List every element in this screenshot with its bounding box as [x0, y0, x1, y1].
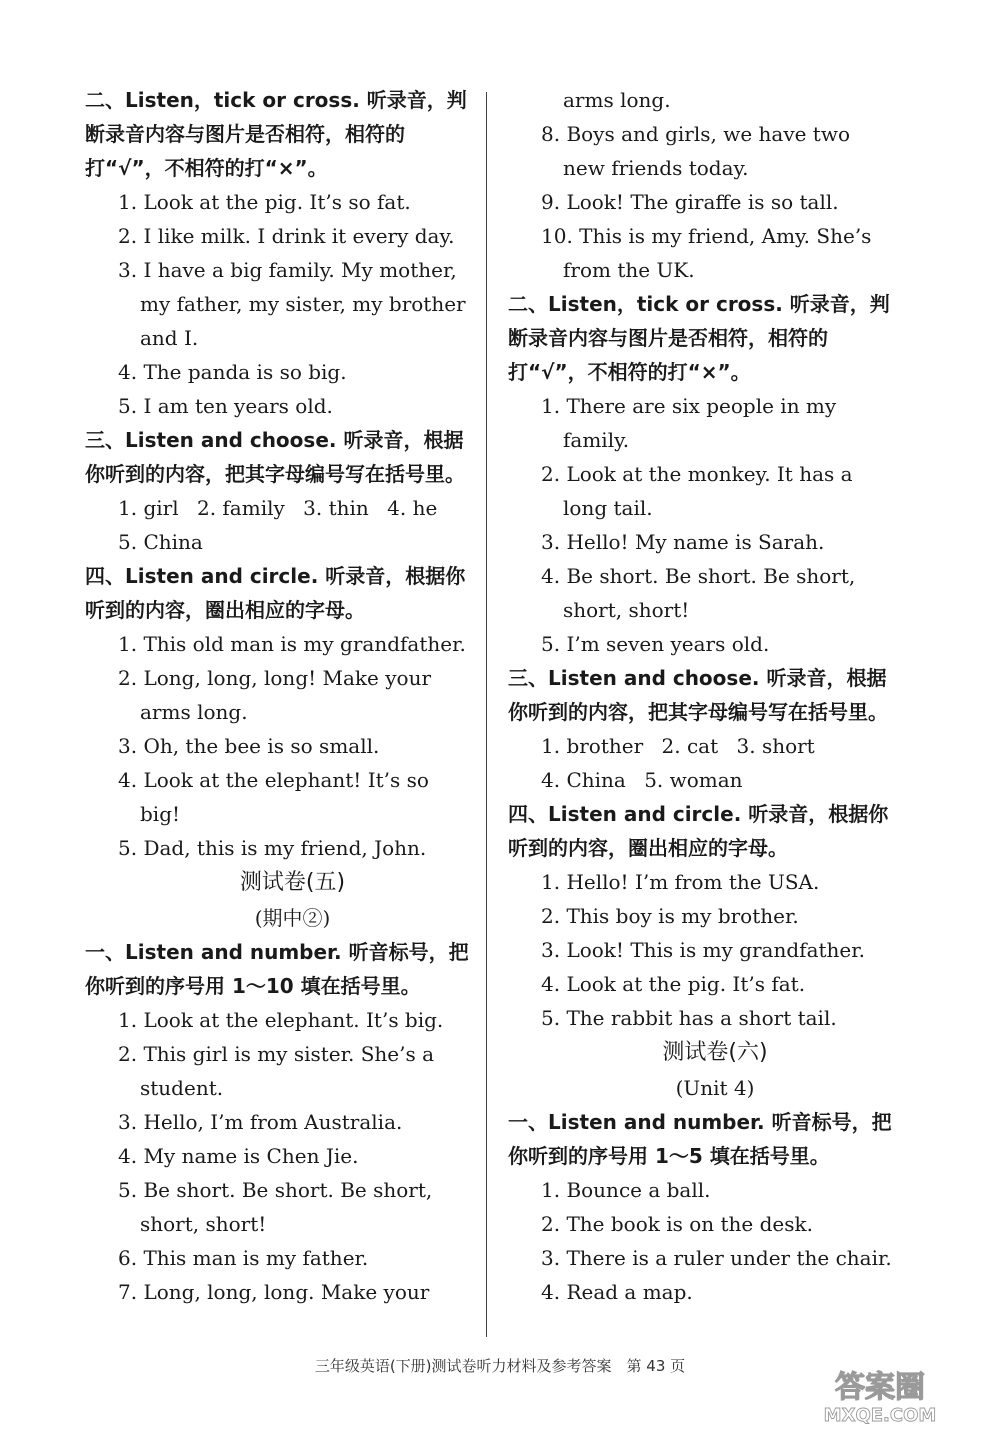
list-item: 1. Look at the elephant. It’s big.: [118, 1008, 444, 1032]
list-item: 3. Hello! My name is Sarah.: [541, 530, 825, 554]
item-list: [508, 389, 892, 661]
continued-line: arms long.: [563, 88, 671, 112]
word-item: 5. China: [118, 530, 203, 554]
word-item: 4. China: [541, 768, 626, 792]
section-heading: 四、Listen and circle. 听录音，根据你听到的内容，圈出相应的字母。: [85, 564, 466, 622]
list-item: 2. This boy is my brother.: [541, 904, 799, 928]
test-title: 测试卷(五): [239, 870, 346, 895]
list-item: 1. This old man is my grandfather.: [118, 632, 466, 656]
word-item: 1. girl: [118, 496, 179, 520]
list-item: 5. The rabbit has a short tail.: [541, 1006, 837, 1030]
word-row: [508, 763, 892, 797]
test-title: 测试卷(六): [662, 1040, 768, 1065]
list-item: 1. Bounce a ball.: [541, 1178, 711, 1202]
section-heading: 一、Listen and number. 听音标号，把你听到的序号用 1～5 填在括号里。: [508, 1110, 892, 1168]
word-item: 2. family: [196, 496, 285, 520]
list-item: 3. I have a big family. My mother, my father, my sister, my brother and I.: [118, 258, 466, 350]
watermark-url: MXQE.COM: [823, 1405, 937, 1425]
list-item: 3. Hello, I’m from Australia.: [118, 1110, 403, 1134]
list-item: 9. Look! The giraffe is so tall.: [541, 190, 839, 214]
watermark-text: 答案圈: [835, 1370, 925, 1405]
item-list: [85, 1003, 470, 1309]
list-item: 10. This is my friend, Amy. She’s from the UK.: [541, 224, 872, 282]
word-row: [85, 525, 470, 559]
test-subtitle: (期中②): [254, 906, 331, 930]
list-item: 1. Look at the pig. It’s so fat.: [118, 190, 411, 214]
word-item: 3. thin: [303, 496, 369, 520]
list-item: 5. I am ten years old.: [118, 394, 333, 418]
list-item: 2. Look at the monkey. It has a long tail.: [541, 462, 853, 520]
list-item: 4. My name is Chen Jie.: [118, 1144, 359, 1168]
list-item: 2. This girl is my sister. She’s a student.: [118, 1042, 435, 1100]
item-list: [85, 627, 470, 865]
list-item: 1. Hello! I’m from the USA.: [541, 870, 820, 894]
list-item: 5. I’m seven years old.: [541, 632, 770, 656]
list-item: 5. Dad, this is my friend, John.: [118, 836, 427, 860]
item-list: [508, 865, 892, 1035]
test-subtitle: (Unit 4): [675, 1076, 755, 1100]
list-item: 4. Be short. Be short. Be short, short, short!: [541, 564, 856, 622]
list-item: 3. Look! This is my grandfather.: [541, 938, 865, 962]
section-heading: 三、Listen and choose. 听录音，根据你听到的内容，把其字母编号写在括号里。: [85, 428, 465, 486]
word-item: 4. he: [387, 496, 438, 520]
list-item: 6. This man is my father.: [118, 1246, 369, 1270]
list-item: 2. I like milk. I drink it every day.: [118, 224, 455, 248]
list-item: 4. Read a map.: [541, 1280, 693, 1304]
list-item: 3. Oh, the bee is so small.: [118, 734, 380, 758]
list-item: 4. Look at the elephant! It’s so big!: [118, 768, 429, 826]
section-heading: 二、Listen，tick or cross. 听录音，判断录音内容与图片是否相符，相符的打“√”，不相符的打“×”。: [508, 292, 890, 384]
list-item: 2. Long, long, long! Make your arms long.: [118, 666, 432, 724]
right-column: [508, 83, 892, 1309]
list-item: 5. Be short. Be short. Be short, short, short!: [118, 1178, 433, 1236]
list-item: 4. The panda is so big.: [118, 360, 347, 384]
watermark-logo: [780, 1365, 980, 1425]
word-row: [85, 491, 470, 525]
word-row: [508, 729, 892, 763]
word-item: 5. woman: [644, 768, 743, 792]
word-item: 3. short: [736, 734, 815, 758]
section-heading: 一、Listen and number. 听音标号，把你听到的序号用 1～10 填在括号里。: [85, 940, 469, 998]
word-item: 2. cat: [661, 734, 719, 758]
list-item: 1. There are six people in my family.: [541, 394, 837, 452]
item-list: [508, 117, 892, 287]
list-item: 4. Look at the pig. It’s fat.: [541, 972, 806, 996]
item-list: [508, 1173, 892, 1309]
list-item: 7. Long, long, long. Make your: [118, 1280, 430, 1304]
page-footer: 三年级英语(下册)测试卷听力材料及参考答案 第 43 页: [314, 1357, 686, 1375]
list-item: 3. There is a ruler under the chair.: [541, 1246, 892, 1270]
word-item: 1. brother: [541, 734, 644, 758]
item-list: [85, 185, 470, 423]
section-heading: 三、Listen and choose. 听录音，根据你听到的内容，把其字母编号写在括号里。: [508, 666, 888, 724]
section-heading: 四、Listen and circle. 听录音，根据你听到的内容，圈出相应的字母。: [508, 802, 889, 860]
list-item: 8. Boys and girls, we have two new friends today.: [541, 122, 851, 180]
left-column: [85, 83, 470, 1309]
column-divider: [486, 92, 487, 1337]
section-heading: 二、Listen，tick or cross. 听录音，判断录音内容与图片是否相符，相符的打“√”，不相符的打“×”。: [85, 88, 467, 180]
list-item: 2. The book is on the desk.: [541, 1212, 814, 1236]
